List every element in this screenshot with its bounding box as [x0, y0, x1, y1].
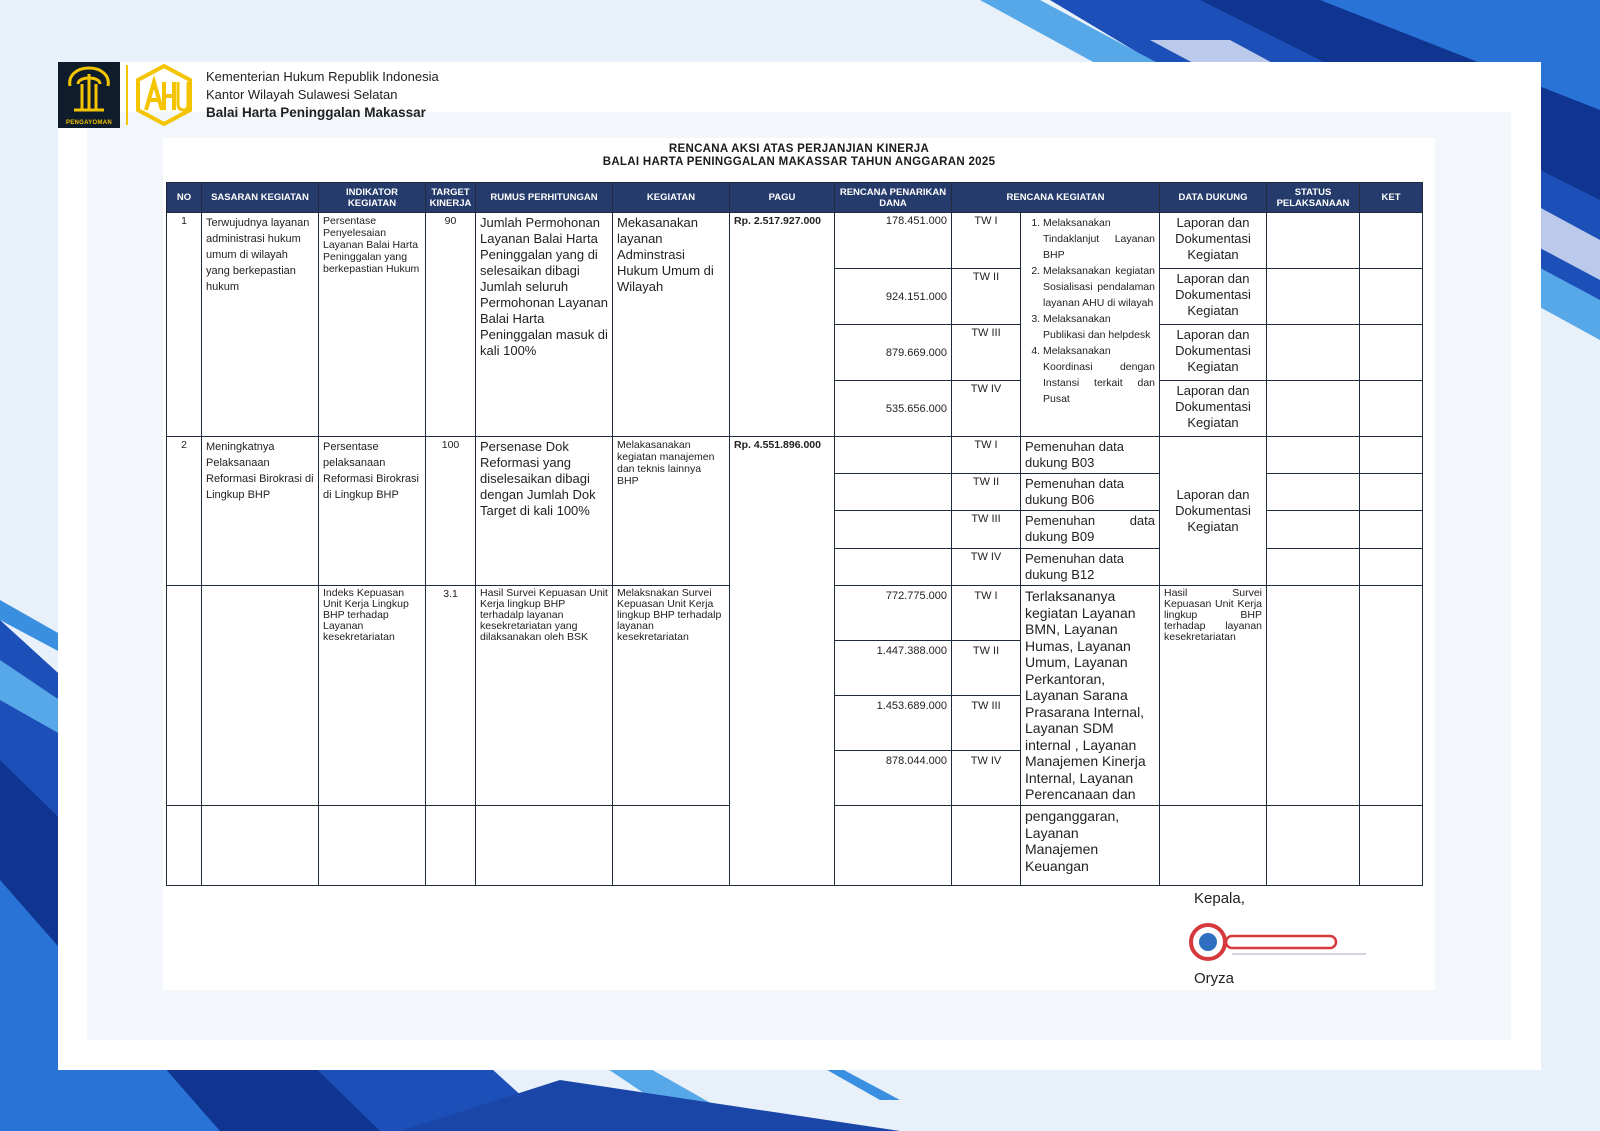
row1-rumus: Jumlah Permohonan Layanan Balai Harta Peninggalan yang di selesaikan dibagi Jumlah seluruh Permohonan Layanan Balai Harta Peninggalan masuk di kali 100%	[476, 213, 613, 437]
header-indikator: INDIKATOR KEGIATAN	[319, 183, 426, 213]
ahu-logo	[134, 62, 194, 128]
header-pagu: PAGU	[730, 183, 835, 213]
row2-status-3	[1267, 511, 1360, 549]
row1-no: 1	[167, 213, 202, 437]
row1-sasaran: Terwujudnya layanan administrasi hukum umum di wilayah yang berkepastian hukum	[202, 213, 319, 437]
list-item: 4. Melaksanakan Koordinasi dengan Instansi terkait dan Pusat	[1043, 343, 1155, 407]
row4-target	[426, 806, 476, 886]
document-title-2: BALAI HARTA PENINGGALAN MAKASSAR TAHUN ANGGARAN 2025	[602, 156, 996, 168]
row1-tw-4: TW IV	[952, 381, 1021, 437]
row2-rencana-4: Pemenuhan data dukung B12	[1021, 549, 1160, 586]
row3-status	[1267, 586, 1360, 806]
row3-ket	[1360, 586, 1423, 806]
header-rencana-kegiatan: RENCANA KEGIATAN	[952, 183, 1160, 213]
table-header-row	[167, 183, 1423, 213]
row3-rumus: Hasil Survei Kepuasan Unit Kerja lingkup BHP terhadalp layanan kesekretariatan yang dilaksanakan oleh BSK	[476, 586, 613, 806]
row3-penarikan-3: 1.453.689.000	[835, 696, 951, 751]
row3-data-dukung: Hasil Survei Kepuasan Unit Kerja lingkup BHP terhadap layanan kesekretariatan	[1160, 586, 1267, 806]
row4-tw	[952, 806, 1021, 886]
row1-ket-3	[1360, 325, 1423, 381]
row2-rencana-1: Pemenuhan data dukung B03	[1021, 437, 1160, 474]
header-kegiatan: KEGIATAN	[613, 183, 730, 213]
row2-penarikan-4	[835, 549, 952, 586]
row3-penarikan-2: 1.447.388.000	[835, 641, 951, 696]
row1-tw-2: TW II	[952, 269, 1021, 325]
list-item: 2. Melaksanakan kegiatan Sosialisasi pendalaman layanan AHU di wilayah	[1043, 263, 1155, 311]
row1-indikator: Persentase Penyelesaian Layanan Balai Harta Peninggalan yang berkepastian Hukum	[319, 213, 426, 437]
row3-tw-1: TW I	[952, 586, 1020, 641]
row2-kegiatan: Melakasanakan kegiatan manajemen dan teknis lainnya BHP	[613, 437, 730, 586]
row3-tw-4: TW IV	[970, 755, 1002, 767]
logo-divider	[126, 65, 128, 125]
row3-kegiatan: Melaksnakan Survei Kepuasan Unit Kerja lingkup BHP terhadalp layanan kesekretariatan	[613, 586, 730, 806]
header-rencana-penarikan: RENCANA PENARIKAN DANA	[835, 183, 952, 213]
table-row	[167, 213, 1423, 269]
row2-rencana-2: Pemenuhan data dukung B06	[1021, 474, 1160, 511]
row2-status-2	[1267, 474, 1360, 511]
header-rumus: RUMUS PERHITUNGAN	[476, 183, 613, 213]
signature-stamp-image	[1186, 918, 1376, 966]
header-no: NO	[167, 183, 202, 213]
row1-kegiatan: Mekasanakan layanan Adminstrasi Hukum Umum di Wilayah	[613, 213, 730, 437]
pengayoman-label: PENGAYOMAN	[65, 120, 113, 126]
row1-ket-1	[1360, 213, 1423, 269]
header-target: TARGET KINERJA	[426, 183, 476, 213]
row2-ket-1	[1360, 437, 1423, 474]
action-plan-table	[166, 182, 1423, 886]
row1-rencana-list	[1025, 215, 1155, 407]
row3-rencana-1: Terlaksananya kegiatan Layanan BMN, Layanan Humas, Layanan Umum, Layanan Perkantoran, Layanan Sarana Prasarana Internal, Layanan SDM internal , Layanan Manajemen Kinerja Internal, Layanan Perencanaan dan	[1021, 586, 1160, 806]
row2-tw-2: TW II	[952, 474, 1021, 511]
row1-penarikan-1: 178.451.000	[835, 213, 952, 269]
row3-sasaran	[202, 586, 319, 806]
list-item: 1. Melaksanakan Tindaklanjut Layanan BHP	[1043, 215, 1155, 263]
row2-ket-2	[1360, 474, 1423, 511]
row3-tw	[952, 586, 1021, 806]
row2-penarikan-3	[835, 511, 952, 549]
pengayoman-logo	[58, 62, 120, 128]
row1-data-dukung-1: Laporan dan Dokumentasi Kegiatan	[1160, 213, 1267, 269]
row2-target: 100	[426, 437, 476, 586]
row2-tw-1: TW I	[952, 437, 1021, 474]
row1-rencana-kegiatan	[1021, 213, 1160, 437]
row4-sasaran	[202, 806, 319, 886]
row2-ket-4	[1360, 549, 1423, 586]
row2-no: 2	[167, 437, 202, 586]
row2-ket-3	[1360, 511, 1423, 549]
row2-penarikan-2	[835, 474, 952, 511]
row4-indikator	[319, 806, 426, 886]
row2-data-dukung: Laporan dan Dokumentasi Kegiatan	[1160, 437, 1267, 586]
header-status: STATUS PELAKSANAAN	[1267, 183, 1360, 213]
row3-target: 3.1	[426, 586, 476, 806]
row2-rencana-3: Pemenuhan data dukung B09	[1021, 511, 1160, 549]
organization-name	[206, 68, 439, 122]
row4-ket	[1360, 806, 1423, 886]
row2-sasaran: Meningkatnya Pelaksanaan Reformasi Birokrasi di Lingkup BHP	[202, 437, 319, 586]
header	[58, 62, 439, 128]
row1-status-3	[1267, 325, 1360, 381]
row1-target: 90	[426, 213, 476, 437]
row2-tw-3: TW III	[952, 511, 1021, 549]
signer-name: Oryza	[1194, 970, 1235, 987]
row1-data-dukung-4: Laporan dan Dokumentasi Kegiatan	[1160, 381, 1267, 437]
row4-rencana: penganggaran, Layanan Manajemen Keuangan	[1021, 806, 1160, 886]
row1-penarikan-4: 535.656.000	[835, 381, 952, 437]
row3-no	[167, 586, 202, 806]
header-data-dukung: DATA DUKUNG	[1160, 183, 1267, 213]
row1-tw-1: TW I	[952, 213, 1021, 269]
row3-penarikan	[835, 586, 952, 806]
row3-penarikan-1: 772.775.000	[835, 586, 951, 641]
row2-tw-4: TW IV	[952, 549, 1021, 586]
row1-data-dukung-3: Laporan dan Dokumentasi Kegiatan	[1160, 325, 1267, 381]
row2-indikator: Persentase pelaksanaan Reformasi Birokrasi di Lingkup BHP	[319, 437, 426, 586]
org-line-2: Kantor Wilayah Sulawesi Selatan	[206, 87, 398, 102]
row1-status-1	[1267, 213, 1360, 269]
row1-data-dukung-2: Laporan dan Dokumentasi Kegiatan	[1160, 269, 1267, 325]
org-line-3: Balai Harta Peninggalan Makassar	[206, 105, 426, 120]
row2-penarikan-1	[835, 437, 952, 474]
row2-pagu: Rp. 4.551.896.000	[730, 437, 835, 886]
row1-status-4	[1267, 381, 1360, 437]
list-item: 3. Melaksanakan Publikasi dan helpdesk	[1043, 311, 1155, 343]
row3-indikator: Indeks Kepuasan Unit Kerja Lingkup BHP terhadap Layanan kesekretariatan	[319, 586, 426, 806]
document-title-1: RENCANA AKSI ATAS PERJANJIAN KINERJA	[668, 143, 930, 155]
row3-tw-2: TW II	[952, 641, 1020, 696]
row1-penarikan-3: 879.669.000	[835, 325, 952, 381]
row1-penarikan-2: 924.151.000	[835, 269, 952, 325]
row1-ket-2	[1360, 269, 1423, 325]
row4-kegiatan	[613, 806, 730, 886]
row4-penarikan	[835, 806, 952, 886]
header-ket: KET	[1360, 183, 1423, 213]
row4-data-dukung	[1160, 806, 1267, 886]
row1-ket-4	[1360, 381, 1423, 437]
row2-status-1	[1267, 437, 1360, 474]
row4-status	[1267, 806, 1360, 886]
row3-penarikan-4: 878.044.000	[885, 755, 947, 767]
row1-status-2	[1267, 269, 1360, 325]
org-line-1: Kementerian Hukum Republik Indonesia	[206, 69, 439, 84]
row2-rumus: Persenase Dok Reformasi yang diselesaikan dibagi dengan Jumlah Dok Target di kali 100%	[476, 437, 613, 586]
pengayoman-tree-icon	[58, 62, 120, 118]
row4-rumus	[476, 806, 613, 886]
table-row	[167, 437, 1423, 474]
row1-tw-3: TW III	[952, 325, 1021, 381]
signature-title: Kepala,	[1194, 890, 1245, 907]
header-sasaran: SASARAN KEGIATAN	[202, 183, 319, 213]
row3-tw-3: TW III	[952, 696, 1020, 751]
row2-status-4	[1267, 549, 1360, 586]
row4-no	[167, 806, 202, 886]
row1-pagu: Rp. 2.517.927.000	[730, 213, 835, 437]
